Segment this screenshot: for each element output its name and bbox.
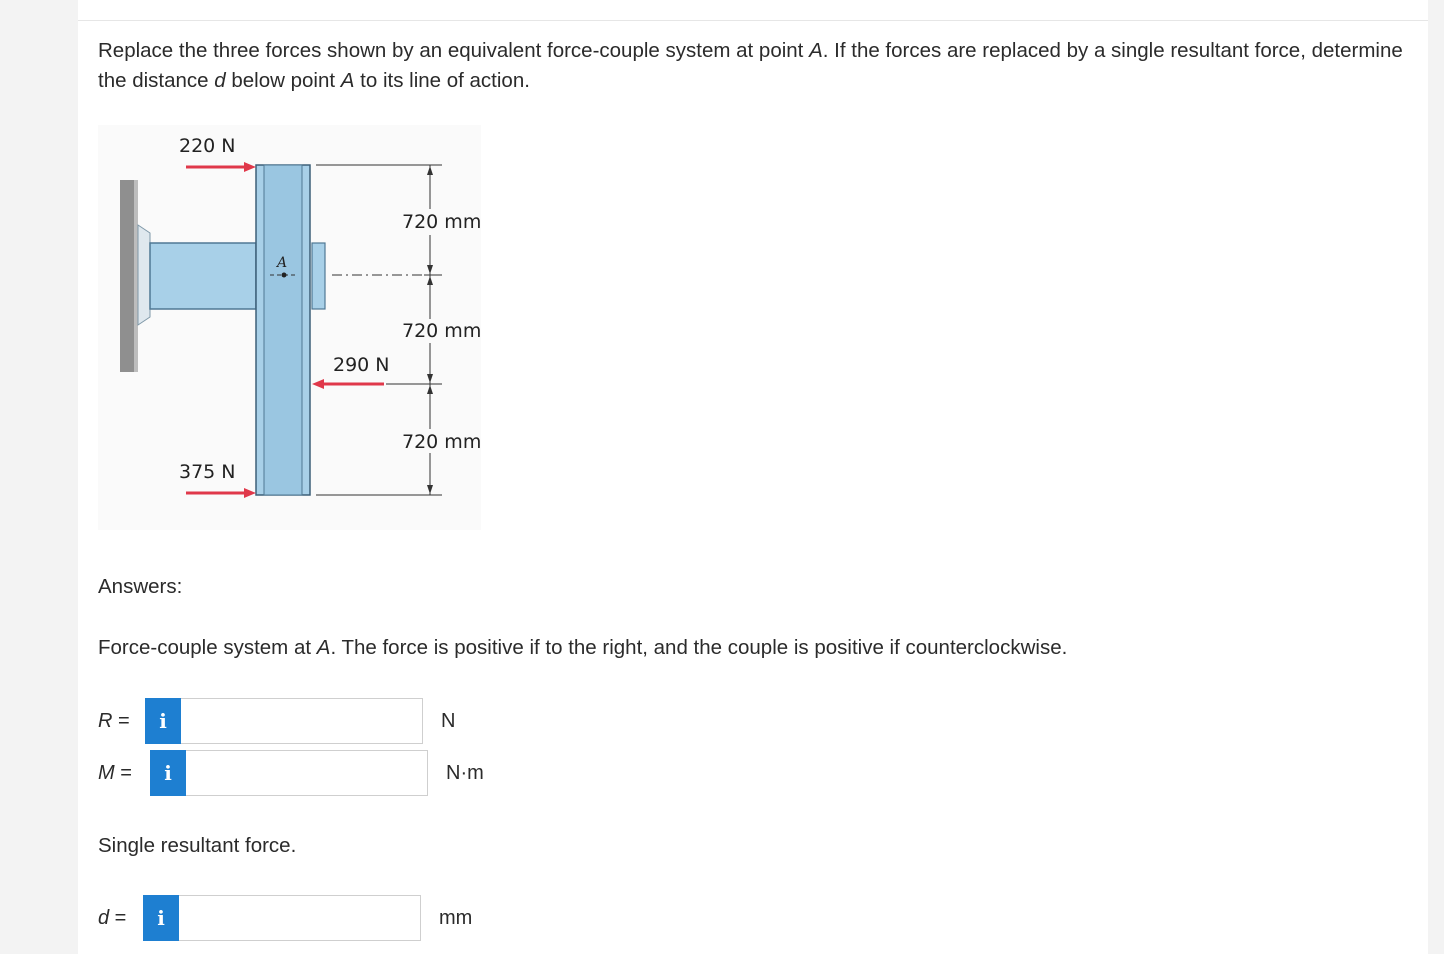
answer-row-m: [98, 750, 484, 796]
answer-input-r[interactable]: [181, 698, 423, 744]
instruction-part: Force-couple system at: [98, 636, 317, 659]
force-couple-instructions: [98, 636, 1067, 660]
dimension-label-2: 720 mm: [402, 320, 481, 342]
force-label-375: 375 N: [179, 461, 236, 483]
end-plate: [312, 243, 325, 309]
answer-label-d: [98, 907, 143, 930]
var-symbol: R: [98, 709, 113, 732]
question-variable: d: [214, 69, 226, 92]
dimension-label-1: 720 mm: [402, 211, 481, 233]
answer-row-d: [98, 895, 472, 941]
dimension-label-3: 720 mm: [402, 431, 481, 453]
equals-sign: =: [112, 709, 130, 732]
info-button-r[interactable]: [145, 698, 181, 744]
problem-figure: [98, 125, 481, 530]
question-part: . If the forces are replaced by a single resultant force, determine the distance: [98, 39, 1403, 92]
wall-bracket: [138, 225, 150, 325]
instruction-point: A: [316, 636, 331, 659]
info-button-m[interactable]: [150, 750, 186, 796]
single-resultant-heading: Single resultant force.: [98, 834, 297, 857]
question-part: Replace the three forces shown by an equivalent force-couple system at point: [98, 39, 810, 62]
point-a-marker: [282, 273, 287, 278]
instruction-part: . The force is positive if to the right, and the couple is positive if counterclockwise.: [330, 636, 1068, 659]
point-a-label: A: [277, 255, 288, 271]
var-symbol: d: [98, 906, 110, 929]
question-point: A: [340, 69, 355, 92]
info-button-d[interactable]: [143, 895, 179, 941]
answer-input-d[interactable]: [179, 895, 421, 941]
answers-heading: Answers:: [98, 575, 183, 598]
answer-row-r: [98, 698, 455, 744]
answer-label-m: [98, 762, 150, 785]
equals-sign: =: [109, 906, 127, 929]
unit-label-m: N·m: [446, 761, 484, 784]
equals-sign: =: [114, 761, 132, 784]
var-symbol: M: [98, 761, 115, 784]
info-icon: i: [157, 906, 165, 930]
divider: [78, 20, 1428, 21]
question-part: to its line of action.: [354, 69, 530, 92]
answer-label-r: [98, 710, 145, 733]
question-text: [98, 36, 1408, 96]
force-label-220: 220 N: [179, 135, 236, 157]
info-icon: i: [159, 709, 167, 733]
unit-label-r: N: [441, 709, 456, 732]
unit-label-d: mm: [439, 906, 473, 929]
question-point: A: [809, 39, 823, 62]
info-icon: i: [164, 761, 172, 785]
force-label-290: 290 N: [333, 354, 390, 376]
question-part: below point: [225, 69, 341, 92]
answer-input-m[interactable]: [186, 750, 428, 796]
horizontal-arm: [150, 243, 256, 309]
